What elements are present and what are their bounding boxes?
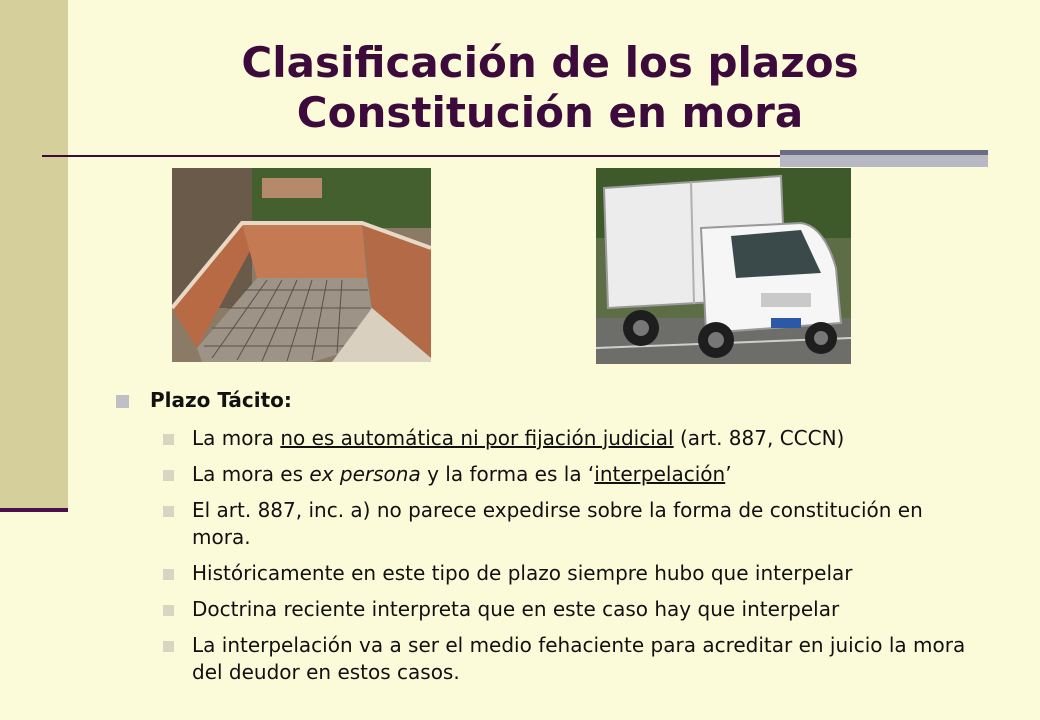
slide-title — [120, 38, 980, 138]
sub-bullet-4-text: Históricamente en este tipo de plazo siempre hubo que interpelar — [192, 561, 853, 585]
sub-bullet-5 — [116, 596, 1016, 623]
sub-bullet-5-text: Doctrina reciente interpreta que en este caso hay que interpelar — [192, 597, 840, 621]
sub-bullet-2-middle: y la forma es la ‘ — [420, 462, 595, 486]
bullet-square-icon — [116, 395, 129, 408]
sub-bullet-3-text: El art. 887, inc. a) no parece expedirse sobre la forma de constitución en mora. — [192, 498, 923, 549]
main-bullet-text: Plazo Tácito: — [150, 388, 292, 412]
pool-construction-photo — [172, 168, 431, 362]
bullet-square-icon — [163, 506, 174, 517]
bullet-square-icon — [163, 605, 174, 616]
bullet-list — [116, 387, 1016, 695]
bullet-square-icon — [163, 641, 174, 652]
sub-bullet-1-suffix: (art. 887, CCCN) — [673, 426, 845, 450]
sub-bullet-2 — [116, 461, 1016, 488]
main-bullet — [116, 387, 1016, 413]
sub-bullet-1-text: La mora — [192, 426, 281, 450]
sub-bullet-6 — [116, 632, 1016, 686]
sub-bullet-3 — [116, 497, 1016, 551]
title-line-2: Constitución en mora — [296, 88, 804, 137]
sub-bullet-2-suffix: ’ — [725, 462, 732, 486]
delivery-truck-photo — [596, 168, 851, 364]
sub-bullet-2-text: La mora es — [192, 462, 310, 486]
sub-bullet-6-text: La interpelación va a ser el medio fehaciente para acreditar en juicio la mora del deudor en estos casos. — [192, 633, 966, 684]
bullet-square-icon — [163, 434, 174, 445]
left-decorative-band — [0, 0, 68, 510]
sub-bullet-1-underlined: no es automática ni por fijación judicial — [280, 426, 674, 450]
bullet-square-icon — [163, 569, 174, 580]
sub-bullet-2-underlined: interpelación — [594, 462, 726, 486]
sub-bullet-2-italic: ex persona — [309, 462, 421, 486]
divider-accent-block — [780, 150, 988, 167]
bullet-square-icon — [163, 470, 174, 481]
title-line-1: Clasificación de los plazos — [241, 38, 859, 87]
sub-bullet-4 — [116, 560, 1016, 587]
left-accent-bar — [0, 508, 68, 512]
sub-bullet-1 — [116, 425, 1016, 452]
